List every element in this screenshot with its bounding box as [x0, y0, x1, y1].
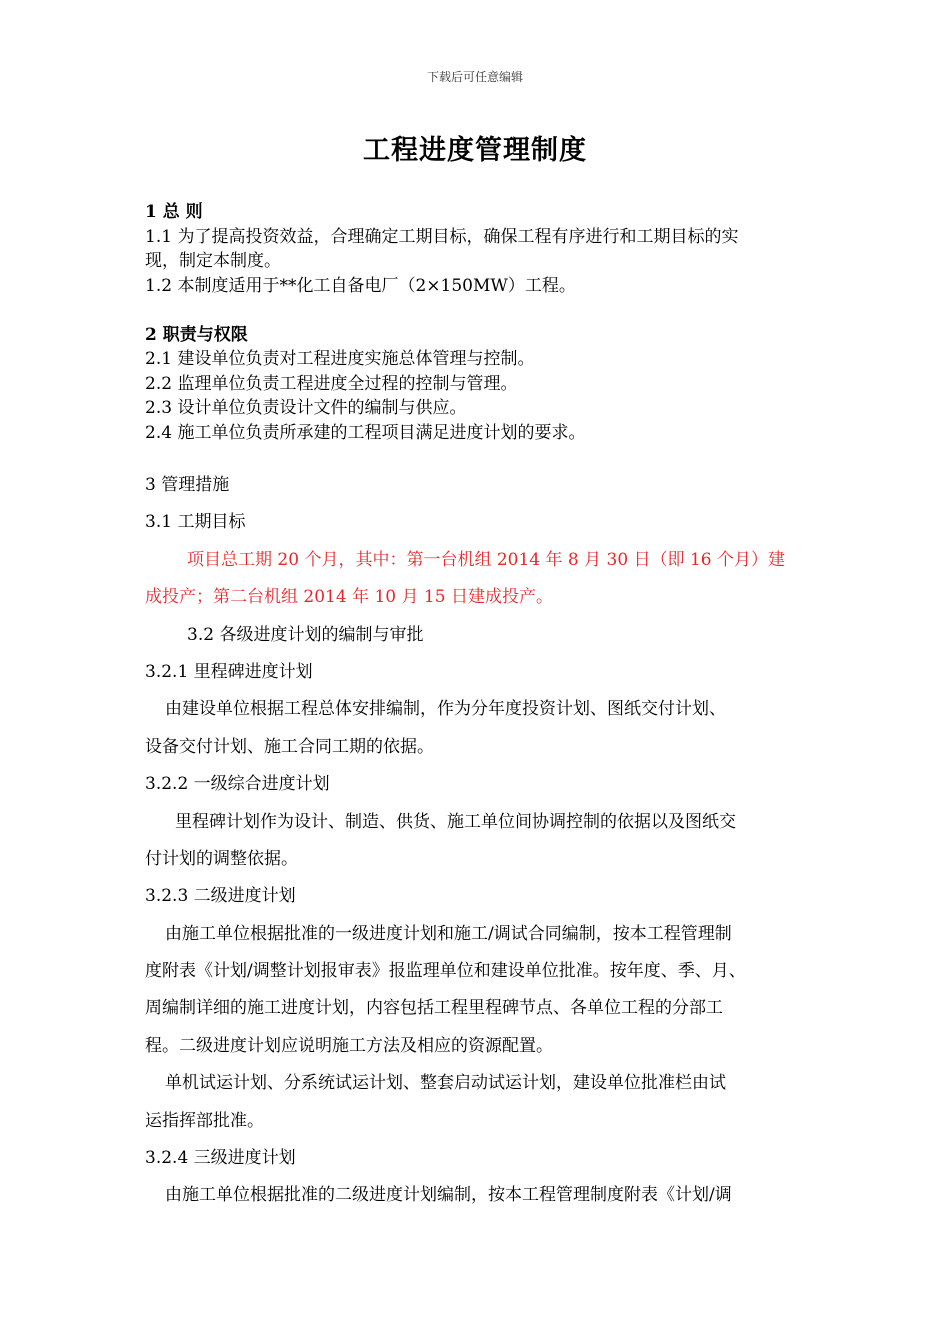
section-2-line: 2.2 监理单位负责工程进度全过程的控制与管理。 [145, 373, 518, 394]
trial-run-line: 运指挥部批准。 [145, 1110, 264, 1131]
section-2-line: 2.3 设计单位负责设计文件的编制与供应。 [145, 398, 467, 418]
schedule-target-line: 成投产；第二台机组 2014 年 10 月 15 日建成投产。 [145, 587, 553, 608]
section-3-2-3-line: 程。二级进度计划应说明施工方法及相应的资源配置。 [145, 1035, 553, 1056]
section-3-2-2-line: 里程碑计划作为设计、制造、供货、施工单位间协调控制的依据以及图纸交 [175, 811, 736, 832]
section-2-line: 2.1 建设单位负责对工程进度实施总体管理与控制。 [145, 349, 535, 369]
document-title: 工程进度管理制度 [363, 135, 587, 166]
section-1-line: 1.2 本制度适用于**化工自备电厂（2×150MW）工程。 [145, 275, 576, 296]
section-3-2-2-line: 付计划的调整依据。 [145, 848, 298, 869]
header-note: 下载后可任意编辑 [426, 70, 523, 84]
section-1-heading: 1 总 则 [145, 202, 203, 222]
section-3-2-1-line: 由建设单位根据工程总体安排编制，作为分年度投资计划、图纸交付计划、 [165, 699, 726, 720]
schedule-target-line: 项目总工期 20 个月，其中：第一台机组 2014 年 8 月 30 日（即 16 个月）建 [187, 549, 786, 570]
section-1-line: 1.1 为了提高投资效益，合理确定工期目标，确保工程有序进行和工期目标的实 [145, 226, 739, 247]
section-3-2-3-heading: 3.2.3 二级进度计划 [145, 886, 296, 907]
section-3-2-4-line: 由施工单位根据批准的二级进度计划编制，按本工程管理制度附表《计划/调 [165, 1185, 732, 1206]
section-3-2-3-line: 由施工单位根据批准的一级进度计划和施工/调试合同编制，按本工程管理制 [165, 923, 732, 944]
section-3-2-2-heading: 3.2.2 一级综合进度计划 [145, 774, 330, 795]
spacer [145, 298, 810, 323]
section-3 [145, 467, 815, 1215]
section-3-2-3-line: 周编制详细的施工进度计划，内容包括工程里程碑节点、各单位工程的分部工 [145, 998, 723, 1019]
section-3-2-heading: 3.2 各级进度计划的编制与审批 [187, 624, 424, 645]
sections-1-2 [145, 200, 810, 445]
section-3-2-1-heading: 3.2.1 里程碑进度计划 [145, 661, 313, 682]
section-3-heading: 3 管理措施 [145, 475, 230, 495]
section-3-2-3-line: 度附表《计划/调整计划报审表》报监理单位和建设单位批准。按年度、季、月、 [145, 961, 746, 982]
section-2-line: 2.4 施工单位负责所承建的工程项目满足进度计划的要求。 [145, 422, 586, 443]
section-3-2-1-line: 设备交付计划、施工合同工期的依据。 [145, 736, 434, 757]
section-1-line: 现，制定本制度。 [145, 251, 281, 271]
section-3-2-4-heading: 3.2.4 三级进度计划 [145, 1148, 296, 1169]
trial-run-line: 单机试运计划、分系统试运计划、整套启动试运计划，建设单位批准栏由试 [165, 1073, 726, 1094]
section-2-heading: 2 职责与权限 [145, 324, 248, 345]
section-3-1-heading: 3.1 工期目标 [145, 512, 246, 533]
